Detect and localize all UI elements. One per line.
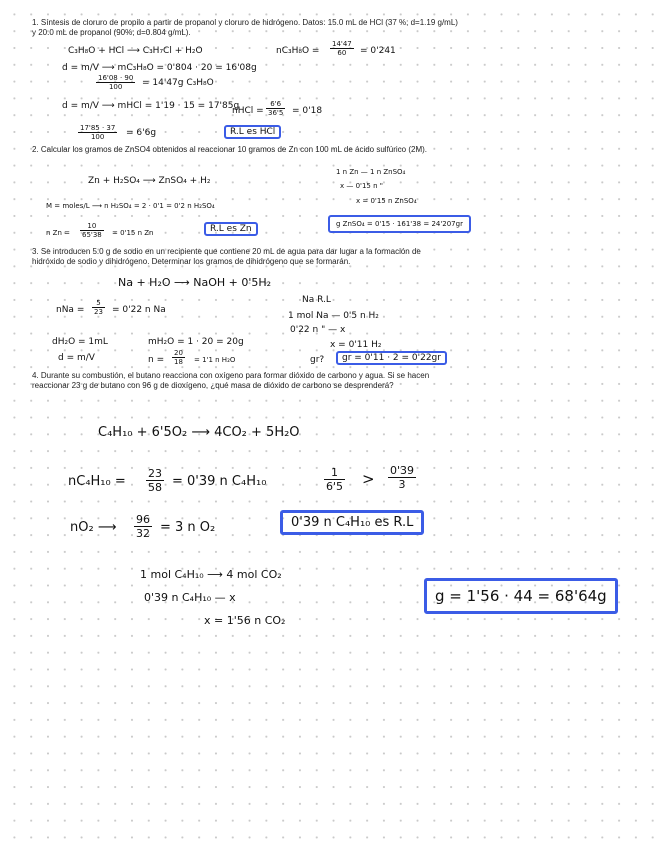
moles-zn-label: n Zn = [46,229,70,237]
fraction-numerator: 0'39 [390,464,415,477]
hcl-mass-fraction [78,124,117,141]
ratio-4-line-1: 1 mol C₄H₁₀ ⟶ 4 mol CO₂ [140,568,282,581]
fraction-numerator: 20 [174,349,183,357]
moles-propanol-label: nC₃H₈O = [276,46,320,56]
question-3-text: 3. Se introducen 5.0 g de sodio en un recipiente que contiene 20 mL de agua para dar lugar a la formación de hidróxido de sodio y dihidrógeno. Determinar los gramos de dihidrógeno que se formarán. [32,247,421,266]
ratio-3-line-2: 0'22 n " — x [290,325,346,335]
result-box-3: gr = 0'11 · 2 = 0'22gr [336,351,447,365]
fraction-numerator: 16'08 · 90 [98,74,134,82]
ratio-2-line-2: x — 0'15 n " [340,182,383,190]
moles-hcl-result: = 0'18 [292,106,323,116]
moles-water-label: n = [148,355,165,365]
moles-oxygen-label: nO₂ ⟶ [70,520,117,535]
propanol-density-line: d = m/V ⟶ mC₃H₈O = 0'804 · 20 = 16'08g [62,63,257,73]
na-limiting: Na R.L [302,295,331,305]
ratio-compare-left [324,466,345,493]
propanol-mass-result: = 14'47g C₃H₈O [142,78,214,88]
fraction-numerator: 10 [80,222,104,231]
moles-hcl-label: nHCl = [232,106,264,116]
moles-water-result: = 1'1 n H₂O [194,356,236,364]
fraction-numerator: 1 [324,466,345,480]
fraction-numerator: 17'85 · 37 [80,124,116,132]
fraction-denominator: 18 [174,358,183,366]
density-formula: d = m/V [58,353,95,363]
result-box-4: g = 1'56 · 44 = 68'64g [424,578,618,614]
moles-zn-result: = 0'15 n Zn [112,229,154,237]
moles-hcl-fraction [266,100,285,117]
fraction-numerator: 96 [136,513,150,526]
water-mass: mH₂O = 1 · 20 = 20g [148,337,244,347]
fraction-denominator: 58 [148,481,162,494]
moles-water-fraction [172,349,185,366]
ratio-3-line-3: x = 0'11 H₂ [330,340,382,350]
fraction-denominator: 23 [94,308,103,316]
moles-butane-result: = 0'39 n C₄H₁₀ [172,474,267,489]
fraction-numerator: 23 [148,467,162,480]
fraction-numerator: 14'47 [332,40,352,48]
moles-na-fraction [92,299,105,316]
propanol-mass-fraction [96,74,135,91]
question-2-text: 2. Calcular los gramos de ZnSO4 obtenidos al reaccionar 10 gramos de Zn con 100 mL de ácido sulfúrico (2M). [32,145,428,154]
fraction-denominator: 6'5 [326,480,344,493]
ratio-4-line-3: x = 1'56 n CO₂ [204,614,286,627]
reaction-3: Na + H₂O ⟶ NaOH + 0'5H₂ [118,276,272,289]
ratio-3-line-1: 1 mol Na — 0'5 n H₂ [288,311,379,321]
limiting-reagent-box-4: 0'39 n C₄H₁₀ es R.L [280,510,424,535]
hcl-density-line: d = m/V ⟶ mHCl = 1'19 · 15 = 17'85g [62,101,240,111]
question-4-text: 4. Durante su combustión, el butano reacciona con oxígeno para formar dióxido de carbono y agua. Si se hacen reaccionar 23 g de butano con 96 g de dioxígeno, ¿qué masa de dióxido de carbono se desprenderá? [32,371,430,390]
fraction-denominator: 32 [136,527,150,540]
reaction-4: C₄H₁₀ + 6'5O₂ ⟶ 4CO₂ + 5H₂O [98,425,300,440]
moles-zn-fraction [80,222,104,239]
moles-propanol-result: = 0'241 [360,46,396,56]
result-box-2: g ZnSO₄ = 0'15 · 161'38 = 24'207gr [328,215,471,233]
fraction-denominator: 3 [398,478,406,491]
ratio-2-line-3: x = 0'15 n ZnSO₄ [356,197,417,205]
fraction-denominator: 100 [90,133,105,141]
moles-butane-fraction [146,467,164,494]
moles-na-label: nNa = [56,305,85,315]
reaction-1: C₃H₈O + HCl ⟶ C₃H₇Cl + H₂O [68,46,203,56]
grams-question: gr? [310,355,325,365]
water-density: dH₂O = 1mL [52,337,108,347]
fraction-denominator: 60 [337,49,347,57]
ratio-compare-right [388,464,416,491]
moles-propanol-fraction [330,40,354,57]
hcl-mass-result: = 6'6g [126,128,157,138]
fraction-numerator: 5 [92,299,105,308]
molarity-line: M = moles/L ⟶ n H₂SO₄ = 2 · 0'1 = 0'2 n H₂SO₄ [46,202,215,210]
ratio-2-line-1: 1 n Zn — 1 n ZnSO₄ [336,168,406,176]
moles-oxygen-fraction [134,513,152,540]
reaction-2: Zn + H₂SO₄ ⟶ ZnSO₄ + H₂ [88,176,211,186]
fraction-denominator: 100 [108,83,123,91]
fraction-denominator: 65'38 [82,231,102,239]
limiting-reagent-box-2: R.L es Zn [204,222,258,236]
moles-na-result: = 0'22 n Na [112,305,166,315]
question-1-text: 1. Síntesis de cloruro de propilo a partir de propanol y cloruro de hidrógeno. Datos: 15.0 mL de HCl (37 %; d=1.19 g/mL) y 20.0 mL de propanol (90%; d=0.804 g/mL). [32,18,458,37]
greater-than-sign: > [362,470,375,488]
fraction-numerator: 6'6 [266,100,285,109]
moles-oxygen-result: = 3 n O₂ [160,520,216,535]
limiting-reagent-box-1: R.L es HCl [224,125,281,139]
ratio-4-line-2: 0'39 n C₄H₁₀ — x [144,591,236,604]
fraction-denominator: 36'5 [268,109,284,117]
moles-butane-label: nC₄H₁₀ = [68,474,126,489]
